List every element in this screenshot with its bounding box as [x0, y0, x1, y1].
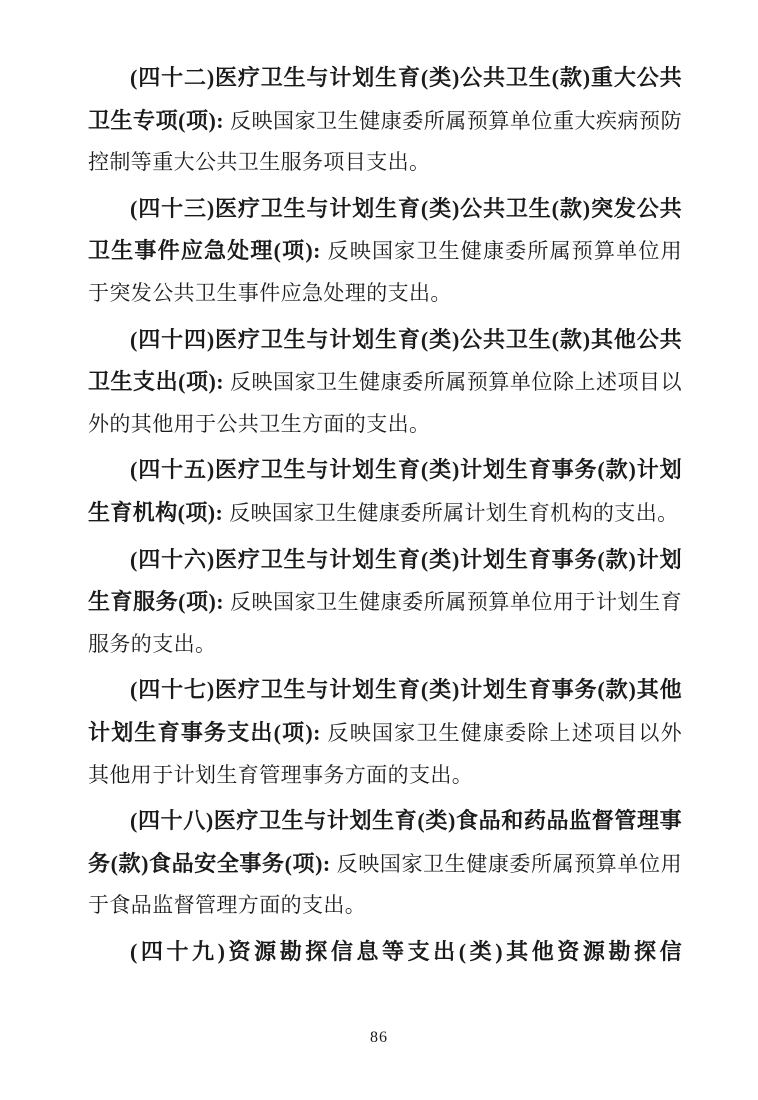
- paragraph-lead: (四十四)医疗卫生与计划生育(类)公共卫生(款)其他公共卫生支出(项):: [88, 326, 682, 395]
- paragraph-lead: (四十八)医疗卫生与计划生育(类)食品和药品监督管理事务(款)食品安全事务(项):: [88, 808, 682, 876]
- budget-paragraph-42: [88, 57, 682, 184]
- budget-paragraph-45: [88, 449, 682, 534]
- paragraph-lead: (四十二)医疗卫生与计划生育(类)公共卫生(款)重大公共卫生专项(项):: [88, 65, 682, 133]
- document-body: [88, 57, 682, 977]
- paragraph-body: 反映国家卫生健康委所属计划生育机构的支出。: [229, 500, 679, 525]
- budget-paragraph-46: [88, 539, 682, 666]
- paragraph-lead: (四十六)医疗卫生与计划生育(类)计划生育事务(款)计划生育服务(项):: [88, 546, 682, 615]
- paragraph-body: 反映国家卫生健康委所属预算单位用于计划生育服务的支出。: [88, 590, 682, 656]
- budget-paragraph-44: [88, 319, 682, 446]
- budget-paragraph-47: [88, 669, 682, 796]
- paragraph-body: 反映国家卫生健康委所属预算单位重大疾病预防控制等重大公共卫生服务项目支出。: [88, 108, 682, 175]
- paragraph-lead: (四十七)医疗卫生与计划生育(类)计划生育事务(款)其他计划生育事务支出(项):: [88, 677, 682, 745]
- paragraph-body: 反映国家卫生健康委除上述项目以外其他用于计划生育管理事务方面的支出。: [88, 720, 682, 787]
- budget-paragraph-48: [88, 800, 682, 927]
- paragraph-body: 反映国家卫生健康委所属预算单位用于食品监督管理方面的支出。: [88, 851, 682, 918]
- paragraph-lead: (四十三)医疗卫生与计划生育(类)公共卫生(款)突发公共卫生事件应急处理(项):: [88, 195, 682, 264]
- paragraph-lead: (四十五)医疗卫生与计划生育(类)计划生育事务(款)计划生育机构(项):: [88, 457, 682, 525]
- budget-paragraph-49: [88, 931, 682, 974]
- page-number: 86: [370, 1029, 388, 1046]
- paragraph-body: 反映国家卫生健康委所属预算单位除上述项目以外的其他用于公共卫生方面的支出。: [88, 370, 682, 436]
- paragraph-lead: (四十九)资源勘探信息等支出(类)其他资源勘探信: [130, 938, 682, 964]
- paragraph-body: 反映国家卫生健康委所属预算单位用于突发公共卫生事件应急处理的支出。: [88, 239, 682, 305]
- budget-paragraph-43: [88, 188, 682, 315]
